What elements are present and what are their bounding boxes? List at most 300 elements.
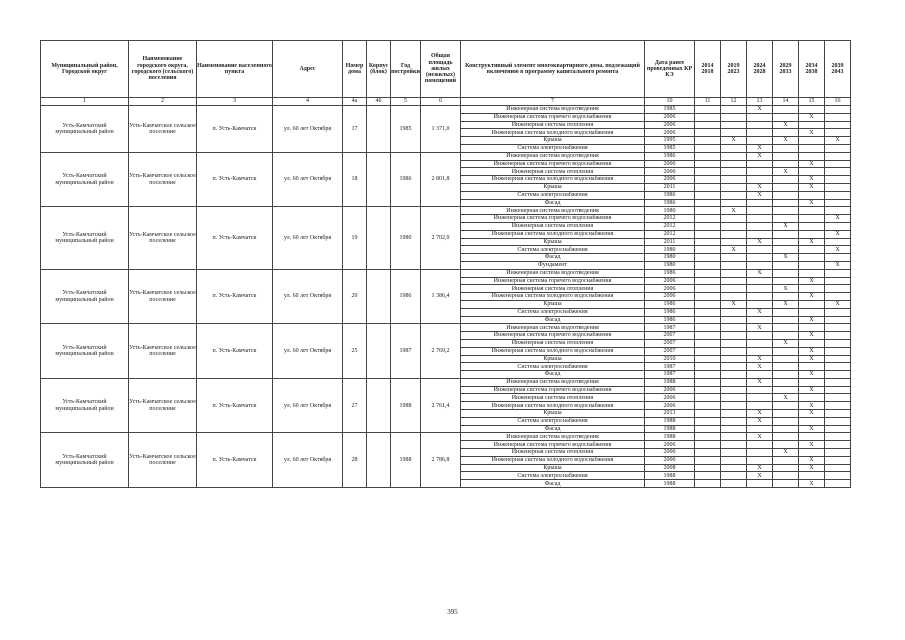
period-mark-cell — [695, 207, 721, 215]
period-mark-cell — [799, 121, 825, 129]
period-mark-cell — [721, 285, 747, 293]
period-mark-cell — [825, 324, 851, 332]
header-cell: Корпус (блок) — [367, 41, 391, 98]
year-cell: 1985 — [391, 106, 421, 153]
period-mark-cell — [695, 425, 721, 433]
settlement-cell: Усть-Камчатское сельское поселение — [129, 324, 197, 379]
period-mark-cell — [695, 254, 721, 262]
period-mark-cell — [799, 230, 825, 238]
element-name-cell: Крыша — [461, 137, 645, 145]
area-cell: 2 769,2 — [421, 324, 461, 379]
period-mark-cell: X — [747, 472, 773, 480]
period-mark-cell — [695, 293, 721, 301]
repair-date-cell: 1986 — [645, 152, 695, 160]
repair-date-cell: 2006 — [645, 394, 695, 402]
area-cell: 2 761,4 — [421, 378, 461, 433]
settlement-cell: Усть-Камчатское сельское поселение — [129, 106, 197, 153]
period-mark-cell — [721, 144, 747, 152]
period-mark-cell — [773, 199, 799, 207]
period-mark-cell — [799, 300, 825, 308]
repair-date-cell: 2008 — [645, 464, 695, 472]
period-mark-cell — [773, 324, 799, 332]
period-mark-cell: X — [799, 316, 825, 324]
period-mark-cell: X — [799, 441, 825, 449]
period-mark-cell — [825, 308, 851, 316]
area-cell: 2 702,9 — [421, 207, 461, 269]
period-mark-cell: X — [825, 215, 851, 223]
element-name-cell: Инженерная система водоотведения — [461, 106, 645, 114]
period-mark-cell — [799, 261, 825, 269]
repair-date-cell: 2006 — [645, 277, 695, 285]
period-mark-cell — [747, 332, 773, 340]
district-cell: Усть-Камчатский муниципальный район — [41, 106, 129, 153]
period-mark-cell — [747, 285, 773, 293]
repair-date-cell: 1986 — [645, 191, 695, 199]
period-mark-cell — [825, 238, 851, 246]
period-mark-cell — [721, 222, 747, 230]
period-mark-cell — [721, 371, 747, 379]
period-mark-cell — [747, 222, 773, 230]
period-mark-cell — [695, 285, 721, 293]
period-mark-cell — [721, 152, 747, 160]
period-mark-cell — [747, 207, 773, 215]
element-name-cell: Фасад — [461, 316, 645, 324]
period-mark-cell: X — [799, 456, 825, 464]
period-mark-cell — [773, 261, 799, 269]
element-name-cell: Система электроснабжения — [461, 246, 645, 254]
period-mark-cell — [747, 425, 773, 433]
period-mark-cell — [721, 277, 747, 285]
repair-date-cell: 2006 — [645, 168, 695, 176]
capital-repair-table — [40, 40, 851, 488]
period-mark-cell: X — [825, 230, 851, 238]
period-mark-cell: X — [799, 160, 825, 168]
period-mark-cell — [721, 433, 747, 441]
element-name-cell: Система электроснабжения — [461, 363, 645, 371]
period-mark-cell — [721, 339, 747, 347]
document-sheet — [40, 40, 850, 488]
element-name-cell: Система электроснабжения — [461, 191, 645, 199]
period-mark-cell — [825, 355, 851, 363]
locality-cell: п. Усть-Камчатск — [197, 433, 273, 488]
period-mark-cell: X — [747, 191, 773, 199]
period-mark-cell — [799, 417, 825, 425]
period-mark-cell — [695, 261, 721, 269]
period-mark-cell — [747, 230, 773, 238]
column-number-cell: 3 — [197, 98, 273, 106]
period-mark-cell — [747, 176, 773, 184]
period-mark-cell: X — [799, 410, 825, 418]
element-name-cell: Инженерная система отопления — [461, 168, 645, 176]
repair-date-cell: 1988 — [645, 425, 695, 433]
period-mark-cell: X — [721, 207, 747, 215]
period-mark-cell — [825, 316, 851, 324]
header-cell: Дата ранее проведенных КР КЭ — [645, 41, 695, 98]
period-mark-cell — [695, 168, 721, 176]
period-mark-cell — [747, 215, 773, 223]
period-mark-cell — [799, 394, 825, 402]
period-mark-cell: X — [799, 176, 825, 184]
address-cell: ул. 60 лет Октября — [273, 207, 343, 269]
period-mark-cell — [773, 152, 799, 160]
header-cell: 2034 2038 — [799, 41, 825, 98]
period-mark-cell — [799, 433, 825, 441]
district-cell: Усть-Камчатский муниципальный район — [41, 269, 129, 324]
year-cell: 1986 — [391, 269, 421, 324]
period-mark-cell: X — [799, 386, 825, 394]
period-mark-cell: X — [799, 293, 825, 301]
period-mark-cell — [747, 277, 773, 285]
repair-date-cell: 2006 — [645, 293, 695, 301]
settlement-cell: Усть-Камчатское сельское поселение — [129, 378, 197, 433]
period-mark-cell — [799, 254, 825, 262]
column-number-cell: 1 — [41, 98, 129, 106]
header-cell: 2014 2018 — [695, 41, 721, 98]
address-cell: ул. 60 лет Октября — [273, 269, 343, 324]
period-mark-cell: X — [747, 308, 773, 316]
period-mark-cell — [747, 386, 773, 394]
period-mark-cell: X — [747, 269, 773, 277]
period-mark-cell — [695, 106, 721, 114]
period-mark-cell — [695, 160, 721, 168]
period-mark-cell — [825, 417, 851, 425]
period-mark-cell — [747, 316, 773, 324]
period-mark-cell — [721, 417, 747, 425]
locality-cell: п. Усть-Камчатск — [197, 106, 273, 153]
period-mark-cell: X — [799, 277, 825, 285]
period-mark-cell — [825, 433, 851, 441]
period-mark-cell — [695, 480, 721, 488]
year-cell: 1987 — [391, 324, 421, 379]
period-mark-cell — [799, 207, 825, 215]
table-row — [41, 207, 851, 215]
address-cell: ул. 60 лет Октября — [273, 152, 343, 207]
period-mark-cell — [799, 152, 825, 160]
period-mark-cell — [695, 176, 721, 184]
repair-date-cell: 2007 — [645, 347, 695, 355]
settlement-cell: Усть-Камчатское сельское поселение — [129, 207, 197, 269]
period-mark-cell — [773, 402, 799, 410]
period-mark-cell — [773, 441, 799, 449]
period-mark-cell — [721, 441, 747, 449]
period-mark-cell — [825, 378, 851, 386]
locality-cell: п. Усть-Камчатск — [197, 324, 273, 379]
block-cell — [367, 324, 391, 379]
period-mark-cell: X — [799, 402, 825, 410]
period-mark-cell — [721, 261, 747, 269]
repair-date-cell: 1980 — [645, 207, 695, 215]
period-mark-cell: X — [747, 106, 773, 114]
period-mark-cell — [695, 113, 721, 121]
period-mark-cell — [773, 269, 799, 277]
period-mark-cell — [799, 308, 825, 316]
header-cell: Муниципальный район, Городской округ — [41, 41, 129, 98]
period-mark-cell — [825, 386, 851, 394]
district-cell: Усть-Камчатский муниципальный район — [41, 207, 129, 269]
period-mark-cell — [747, 441, 773, 449]
period-mark-cell — [799, 246, 825, 254]
period-mark-cell — [747, 160, 773, 168]
period-mark-cell — [773, 207, 799, 215]
repair-date-cell: 1995 — [645, 137, 695, 145]
element-name-cell: Система электроснабжения — [461, 308, 645, 316]
period-mark-cell — [695, 386, 721, 394]
period-mark-cell: X — [773, 254, 799, 262]
period-mark-cell: X — [773, 449, 799, 457]
period-mark-cell: X — [825, 261, 851, 269]
period-mark-cell — [799, 191, 825, 199]
house-number-cell: 19 — [343, 207, 367, 269]
repair-date-cell: 2006 — [645, 441, 695, 449]
period-mark-cell — [825, 456, 851, 464]
period-mark-cell: X — [747, 355, 773, 363]
period-mark-cell — [825, 144, 851, 152]
period-mark-cell — [825, 106, 851, 114]
period-mark-cell — [773, 472, 799, 480]
period-mark-cell — [825, 402, 851, 410]
period-mark-cell — [695, 371, 721, 379]
repair-date-cell: 1987 — [645, 324, 695, 332]
period-mark-cell — [721, 176, 747, 184]
period-mark-cell — [799, 449, 825, 457]
period-mark-cell — [773, 106, 799, 114]
period-mark-cell — [773, 191, 799, 199]
period-mark-cell — [773, 144, 799, 152]
element-name-cell: Инженерная система отопления — [461, 449, 645, 457]
element-name-cell: Инженерная система холодного водоснабжения — [461, 293, 645, 301]
period-mark-cell — [721, 199, 747, 207]
area-cell: 1 386,4 — [421, 269, 461, 324]
period-mark-cell — [747, 261, 773, 269]
period-mark-cell — [799, 144, 825, 152]
period-mark-cell — [747, 121, 773, 129]
period-mark-cell — [825, 277, 851, 285]
address-cell: ул. 60 лет Октября — [273, 324, 343, 379]
period-mark-cell — [773, 230, 799, 238]
header-cell: Год постройки — [391, 41, 421, 98]
period-mark-cell: X — [747, 144, 773, 152]
period-mark-cell — [799, 363, 825, 371]
locality-cell: п. Усть-Камчатск — [197, 269, 273, 324]
repair-date-cell: 2012 — [645, 230, 695, 238]
block-cell — [367, 106, 391, 153]
period-mark-cell — [695, 402, 721, 410]
element-name-cell: Система электроснабжения — [461, 417, 645, 425]
element-name-cell: Крыша — [461, 410, 645, 418]
period-mark-cell — [695, 332, 721, 340]
period-mark-cell — [825, 207, 851, 215]
period-mark-cell — [799, 269, 825, 277]
period-mark-cell: X — [799, 332, 825, 340]
period-mark-cell — [825, 464, 851, 472]
column-number-cell: 10 — [645, 98, 695, 106]
period-mark-cell: X — [825, 300, 851, 308]
period-mark-cell — [695, 121, 721, 129]
period-mark-cell — [825, 176, 851, 184]
period-mark-cell — [695, 238, 721, 246]
house-number-cell: 25 — [343, 324, 367, 379]
period-mark-cell — [799, 215, 825, 223]
element-name-cell: Инженерная система горячего водоснабжения — [461, 277, 645, 285]
period-mark-cell — [773, 176, 799, 184]
period-mark-cell — [695, 183, 721, 191]
element-name-cell: Инженерная система водоотведения — [461, 152, 645, 160]
element-name-cell: Инженерная система горячего водоснабжения — [461, 332, 645, 340]
period-mark-cell: X — [799, 238, 825, 246]
period-mark-cell — [825, 199, 851, 207]
column-number-cell: 6 — [421, 98, 461, 106]
year-cell: 1986 — [391, 152, 421, 207]
period-mark-cell: X — [773, 121, 799, 129]
period-mark-cell: X — [773, 300, 799, 308]
district-cell: Усть-Камчатский муниципальный район — [41, 378, 129, 433]
address-cell: ул. 60 лет Октября — [273, 378, 343, 433]
period-mark-cell — [799, 285, 825, 293]
repair-date-cell: 2012 — [645, 222, 695, 230]
period-mark-cell — [773, 129, 799, 137]
house-number-cell: 20 — [343, 269, 367, 324]
period-mark-cell: X — [799, 199, 825, 207]
period-mark-cell: X — [747, 152, 773, 160]
repair-date-cell: 1985 — [645, 106, 695, 114]
column-number-cell: 11 — [695, 98, 721, 106]
repair-date-cell: 1987 — [645, 371, 695, 379]
period-mark-cell: X — [747, 238, 773, 246]
period-mark-cell — [695, 472, 721, 480]
element-name-cell: Инженерная система водоотведения — [461, 269, 645, 277]
period-mark-cell: X — [799, 371, 825, 379]
period-mark-cell — [747, 254, 773, 262]
period-mark-cell — [721, 472, 747, 480]
period-mark-cell — [747, 402, 773, 410]
period-mark-cell — [721, 378, 747, 386]
table-row — [41, 324, 851, 332]
block-cell — [367, 378, 391, 433]
period-mark-cell — [825, 339, 851, 347]
column-number-cell: 15 — [799, 98, 825, 106]
element-name-cell: Инженерная система холодного водоснабжения — [461, 402, 645, 410]
district-cell: Усть-Камчатский муниципальный район — [41, 152, 129, 207]
repair-date-cell: 1986 — [645, 269, 695, 277]
period-mark-cell — [825, 168, 851, 176]
repair-date-cell: 2007 — [645, 332, 695, 340]
period-mark-cell — [799, 324, 825, 332]
period-mark-cell — [695, 441, 721, 449]
period-mark-cell — [799, 168, 825, 176]
period-mark-cell — [721, 464, 747, 472]
period-mark-cell: X — [825, 137, 851, 145]
locality-cell: п. Усть-Камчатск — [197, 152, 273, 207]
period-mark-cell: X — [799, 183, 825, 191]
period-mark-cell — [695, 152, 721, 160]
period-mark-cell — [825, 152, 851, 160]
column-number-cell: 4а — [343, 98, 367, 106]
period-mark-cell — [721, 316, 747, 324]
period-mark-cell — [825, 472, 851, 480]
period-mark-cell — [825, 363, 851, 371]
period-mark-cell: X — [799, 425, 825, 433]
repair-date-cell: 1980 — [645, 254, 695, 262]
period-mark-cell — [773, 410, 799, 418]
period-mark-cell — [695, 464, 721, 472]
period-mark-cell — [773, 378, 799, 386]
element-name-cell: Инженерная система горячего водоснабжения — [461, 441, 645, 449]
period-mark-cell — [721, 324, 747, 332]
table-body — [41, 106, 851, 488]
period-mark-cell: X — [773, 339, 799, 347]
period-mark-cell — [747, 293, 773, 301]
header-cell: 2019 2023 — [721, 41, 747, 98]
element-name-cell: Инженерная система отопления — [461, 285, 645, 293]
period-mark-cell — [695, 215, 721, 223]
period-mark-cell — [773, 386, 799, 394]
district-cell: Усть-Камчатский муниципальный район — [41, 324, 129, 379]
period-mark-cell: X — [747, 324, 773, 332]
element-name-cell: Крыша — [461, 355, 645, 363]
period-mark-cell — [773, 238, 799, 246]
period-mark-cell — [747, 113, 773, 121]
element-name-cell: Крыша — [461, 183, 645, 191]
district-cell: Усть-Камчатский муниципальный район — [41, 433, 129, 488]
period-mark-cell: X — [799, 113, 825, 121]
table-row — [41, 433, 851, 441]
area-cell: 1 371,0 — [421, 106, 461, 153]
period-mark-cell — [695, 246, 721, 254]
period-mark-cell — [721, 386, 747, 394]
period-mark-cell — [773, 308, 799, 316]
house-number-cell: 27 — [343, 378, 367, 433]
period-mark-cell — [825, 371, 851, 379]
column-number-row — [41, 98, 851, 106]
repair-date-cell: 2006 — [645, 285, 695, 293]
period-mark-cell — [695, 222, 721, 230]
period-mark-cell — [825, 254, 851, 262]
repair-date-cell: 2006 — [645, 456, 695, 464]
period-mark-cell — [695, 308, 721, 316]
period-mark-cell — [825, 332, 851, 340]
period-mark-cell — [773, 316, 799, 324]
period-mark-cell — [721, 183, 747, 191]
header-cell: Наименование населенного пункта — [197, 41, 273, 98]
period-mark-cell — [825, 285, 851, 293]
period-mark-cell — [721, 355, 747, 363]
element-name-cell: Инженерная система холодного водоснабжения — [461, 347, 645, 355]
block-cell — [367, 433, 391, 488]
period-mark-cell — [695, 339, 721, 347]
locality-cell: п. Усть-Камчатск — [197, 378, 273, 433]
period-mark-cell — [695, 363, 721, 371]
period-mark-cell — [747, 347, 773, 355]
period-mark-cell — [773, 371, 799, 379]
element-name-cell: Система электроснабжения — [461, 472, 645, 480]
element-name-cell: Крыша — [461, 300, 645, 308]
header-cell: Общая площадь жилых (нежилых) помещений — [421, 41, 461, 98]
header-cell: Номер дома — [343, 41, 367, 98]
repair-date-cell: 1985 — [645, 144, 695, 152]
period-mark-cell — [799, 137, 825, 145]
period-mark-cell: X — [747, 433, 773, 441]
period-mark-cell — [695, 230, 721, 238]
period-mark-cell: X — [747, 378, 773, 386]
element-name-cell: Фасад — [461, 480, 645, 488]
element-name-cell: Крыша — [461, 238, 645, 246]
period-mark-cell — [747, 246, 773, 254]
element-name-cell: Фасад — [461, 371, 645, 379]
period-mark-cell — [773, 425, 799, 433]
period-mark-cell — [773, 332, 799, 340]
element-name-cell: Инженерная система водоотведения — [461, 207, 645, 215]
repair-date-cell: 1988 — [645, 378, 695, 386]
